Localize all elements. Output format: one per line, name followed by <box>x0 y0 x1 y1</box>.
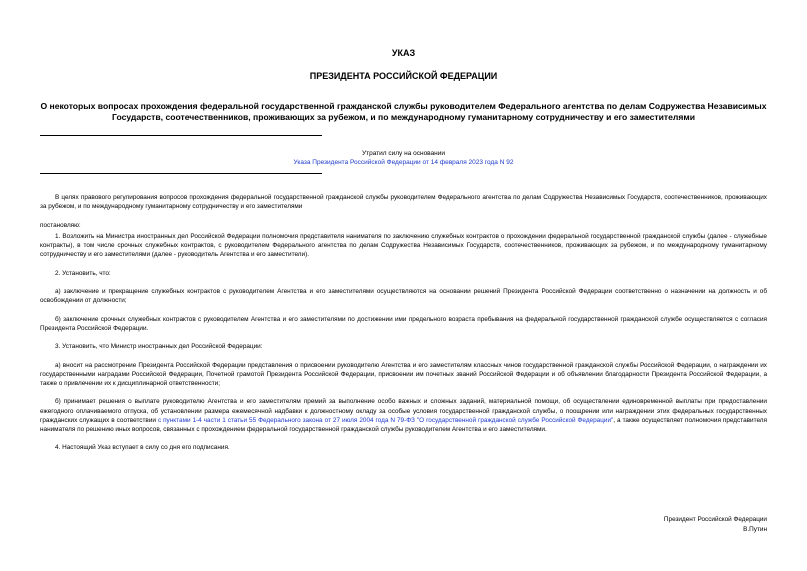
divider-top <box>40 135 322 136</box>
clause-1: 1. Возложить на Министра иностранных дел Российской Федерации полномочия представителя нанимателя по заключению служебных контрактов о прохождении федеральной государственной гражданской службы (далее - служебные контракты), в том числе срочных служебных контрактов, с руководителем Федерального агентства по делам Содружества Независимых Государств, соотечественников, проживающих за рубежом, и по международному гуманитарному сотрудничеству и его заместителями (далее - руководитель Агентства и его заместители). <box>40 232 767 259</box>
doc-title: УКАЗ <box>391 48 416 58</box>
signatory-position: Президент Российской Федерации <box>663 516 767 523</box>
clause-3b <box>40 397 767 434</box>
clause-3: 3. Установить, что Министр иностранных дел Российской Федерации: <box>55 343 263 351</box>
doc-body <box>40 193 767 462</box>
preamble: В целях правового регулирования вопросов прохождения федеральной государственной гражданской службы руководителем Федерального агентства по делам Содружества Независимых Государств, соотечественников, проживающих за рубежом, и по международному гуманитарному сотрудничеству и его заместителями <box>40 194 767 211</box>
clause-2: 2. Установить, что: <box>55 269 111 277</box>
status-note: Утратил силу на основании <box>361 150 446 157</box>
decree-word: постановляю: <box>40 221 81 229</box>
clause-3b-text-start: б) принимает решения о выплате руководителю Агентства и его заместителям премий за выполнение особо важных и сложных заданий, материальной помощи, об осуществлении единовременной выплаты при предоставлении ежегодного оплачиваемого отпуска, об установлении размера ежемесячной надбавки к должностному окладу за особые условия государственной гражданской службы, о поощрении или награждении этих федеральных государственных гражданских служащих в соответствии <box>40 398 767 424</box>
clause-2a: а) заключение и прекращение служебных контрактов с руководителем Агентства и его заместителями осуществляются на основании решений Президента Российской Федерации соответственно о назначении на должность и об освобождении от должности; <box>40 287 767 305</box>
clause-2b: б) заключение срочных служебных контрактов с руководителем Агентства и его заместителями по достижении ими предельного возраста пребывания на федеральной государственной гражданской службе осуществляется с согласия Президента Российской Федерации. <box>40 315 767 332</box>
federal-law-link[interactable]: с пунктами 1-4 части 1 статьи 55 Федерального закона от 27 июля 2004 года N 79-ФЗ "О государственной гражданской службе Российской Федерации" <box>157 416 614 424</box>
clause-4: 4. Настоящий Указ вступает в силу со дня его подписания. <box>55 444 230 452</box>
status-note-link-line <box>40 158 767 167</box>
divider-bottom <box>40 173 322 174</box>
doc-issuer: ПРЕЗИДЕНТА РОССИЙСКОЙ ФЕДЕРАЦИИ <box>309 71 498 81</box>
clause-3a: а) вносит на рассмотрение Президента Российской Федерации представления о присвоении руководителю Агентства и его заместителям классных чинов государственной гражданской службы Российской Федерации, о награждении их государственными наградами Российской Федерации, Почетной грамотой Президента Российской Федерации, присвоении им почетных званий Российской Федерации и об объявлении благодарности Президента Российской Федерации, а также о привлечении их к дисциплинарной ответственности; <box>40 361 767 387</box>
doc-subject: О некоторых вопросах прохождения федеральной государственной гражданской службы руководителем Федерального агентства по делам Содружества Независимых Государств, соотечественников, проживающих за рубежом, и по международному гуманитарному сотрудничеству и его заместителями <box>40 101 767 122</box>
signatory-name: В.Путин <box>743 526 767 533</box>
clause-3b-text-end: , а также осуществляет полномочия представителя нанимателя по решению иных вопросов, связанных с прохождением федеральной государственной гражданской службы руководителем Агентства и его заместителями. <box>40 416 767 433</box>
repealing-decree-link[interactable]: Указа Президента Российской Федерации от 14 февраля 2023 года N 92 <box>293 159 514 166</box>
